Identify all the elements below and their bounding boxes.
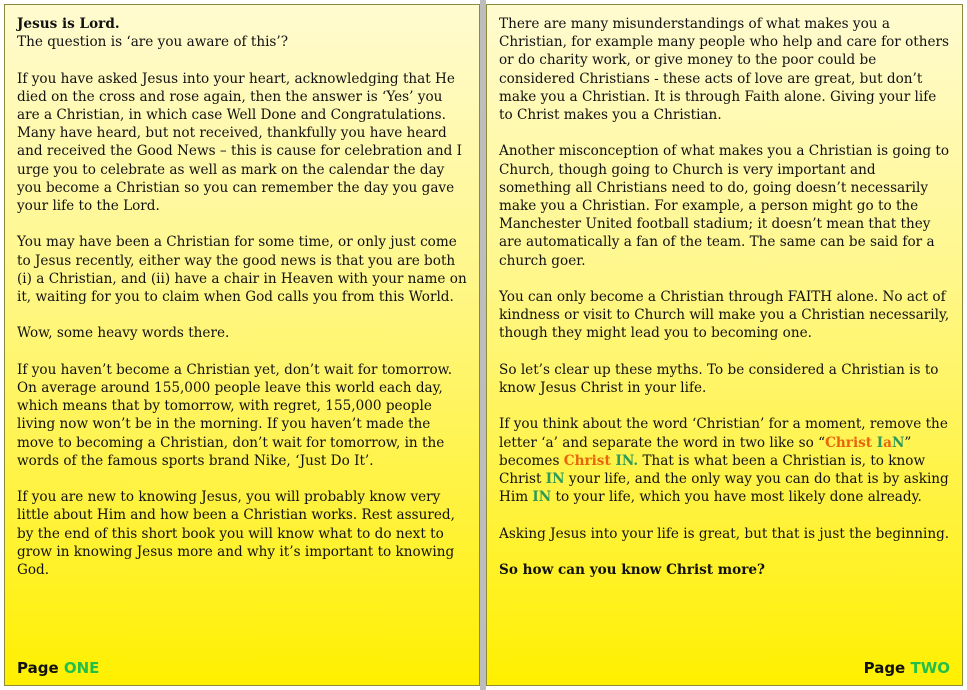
paragraph: Asking Jesus into your life is great, but that is just the beginning. xyxy=(499,525,950,542)
highlight-n: N xyxy=(891,434,905,451)
text-span: That is what been a Christian is, to know Christ xyxy=(499,452,926,488)
text-span: your life, and the only way you can do that is by asking Him xyxy=(499,471,949,506)
footer-label: Page xyxy=(17,658,59,677)
page-number: ONE xyxy=(63,658,100,677)
page-footer xyxy=(17,659,99,677)
highlight-i: I xyxy=(876,434,884,451)
text-span: If you think about the word ‘Christian’ for a moment, remove the letter ‘a’ and separate the word in two like so “ xyxy=(499,416,948,451)
paragraph: If you haven’t become a Christian yet, don’t wait for tomorrow. On average around 155,000 people leave this world each day, which means that by tomorrow, with regret, 155,000 people living now won’t be in the morning. If you haven’t made the move to becoming a Christian, don’t wait for tomorrow, in the words of the famous sports brand Nike, ‘Just Do It’. xyxy=(17,361,453,469)
paragraph: There are many misunderstandings of what makes you a Christian, for example many people who help and care for others or do charity work, or give money to the poor could be considered Christians - these acts of love are great, but don’t make you a Christian. It is through Faith alone. Giving your life to Christ makes you a Christian. xyxy=(499,16,950,124)
left-page xyxy=(4,4,480,686)
page-title: Jesus is Lord. xyxy=(17,16,120,32)
christ-word: Christ xyxy=(563,452,611,469)
page-footer xyxy=(864,659,950,677)
text-span: to your life, which you have most likely done already. xyxy=(551,489,922,506)
paragraph: You may have been a Christian for some time, or only just come to Jesus recently, either way the good news is that you are both (i) a Christian, and (ii) have a chair in Heaven with your name on it, waiting for you to claim when God calls you from this World. xyxy=(17,234,467,306)
closing-question: So how can you know Christ more? xyxy=(499,562,766,578)
paragraph: So let’s clear up these myths. To be considered a Christian is to know Jesus Christ in your life. xyxy=(499,361,939,397)
highlight-a: a xyxy=(883,434,892,451)
christ-word: Christ xyxy=(825,434,877,451)
paragraph: Another misconception of what makes you a Christian is going to Church, though going to Church is very important and something all Christians need to do, going doesn’t necessarily make you a Christian. For example, a person might go to the Manchester United football stadium; it doesn’t mean that they are automatically a fan of the team. The same can be said for a church goer. xyxy=(499,143,950,269)
right-page xyxy=(486,4,963,686)
in-word: IN. xyxy=(610,452,639,469)
paragraph: Wow, some heavy words there. xyxy=(17,325,230,342)
paragraph: If you are new to knowing Jesus, you will probably know very little about Him and how been a Christian works. Rest assured, by the end of this short book you will know what to do next to grow in knowing Jesus more and why it’s important to knowing God. xyxy=(17,489,455,579)
christian-paragraph xyxy=(499,415,950,506)
in-word: IN xyxy=(532,489,552,506)
question-line: The question is ‘are you aware of this’? xyxy=(17,34,289,51)
page-number: TWO xyxy=(910,658,950,677)
paragraph: If you have asked Jesus into your heart, acknowledging that He died on the cross and rose again, then the answer is ‘Yes’ you are a Christian, in which case Well Done and Congratulations. Many have heard, but not received, thankfully you have heard and received the Good News – this is cause for celebration and I urge you to celebrate as well as mark on the calendar the day you become a Christian so you can remember the day you gave your life to the Lord. xyxy=(17,70,463,215)
text-span: ” becomes xyxy=(499,434,912,469)
paragraph: You can only become a Christian through FAITH alone. No act of kindness or visit to Church will make you a Christian necessarily, though they might lead you to becoming one. xyxy=(499,289,950,342)
in-word: IN xyxy=(545,471,565,488)
footer-label: Page xyxy=(863,658,906,677)
